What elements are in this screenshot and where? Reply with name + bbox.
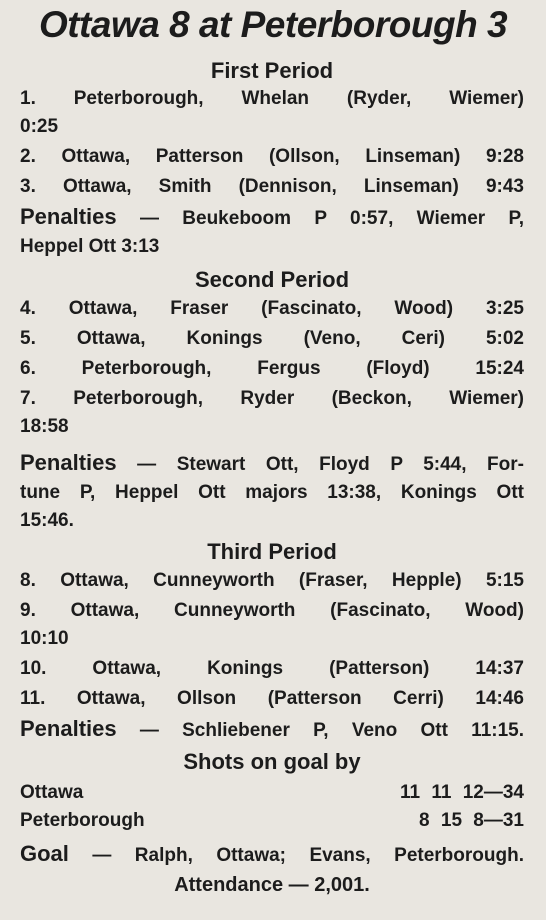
shots-heading: Shots on goal by xyxy=(183,749,361,774)
penalties-line-2-end: 15:46. xyxy=(20,510,74,531)
goal-line-5: 5. Ottawa, Konings (Veno, Ceri) 5:02 xyxy=(20,328,524,349)
shots-row-peterborough xyxy=(20,808,524,834)
penalties-line-2 xyxy=(20,450,524,478)
penalties-text: — Beukeboom P 0:57, Wiemer P, xyxy=(139,208,524,229)
first-period-heading: First Period xyxy=(210,58,334,83)
goal-line-6: 6. Peterborough, Fergus (Floyd) 15:24 xyxy=(20,358,524,379)
penalties-text: — Stewart Ott, Floyd P 5:44, For- xyxy=(137,454,524,475)
shots-row-ottawa xyxy=(20,780,524,806)
shots-values: 11 11 12—34 xyxy=(400,782,524,803)
goal-line-11: 11. Ottawa, Ollson (Patterson Cerri) 14:46 xyxy=(20,688,524,709)
game-title: Ottawa 8 at Peterborough 3 xyxy=(38,4,508,45)
second-period-heading: Second Period xyxy=(194,267,350,292)
third-period-heading: Third Period xyxy=(207,539,337,564)
penalties-line-3 xyxy=(20,716,524,744)
goal-line-7: 7. Peterborough, Ryder (Beckon, Wiemer) xyxy=(20,388,524,409)
goal-label: Goal xyxy=(20,841,69,866)
goal-line-2: 2. Ottawa, Patterson (Ollson, Linseman) 9:28 xyxy=(20,146,524,167)
goal-line-7-time: 18:58 xyxy=(20,416,69,437)
goalies-line xyxy=(20,841,524,869)
attendance-line: Attendance — 2,001. xyxy=(174,874,370,896)
shots-team: Peterborough xyxy=(20,810,145,831)
goal-line-9-time: 10:10 xyxy=(20,628,69,649)
shots-values: 8 15 8—31 xyxy=(419,810,524,831)
penalties-line-1-cont: Heppel Ott 3:13 xyxy=(20,236,160,257)
goal-text: — Ralph, Ottawa; Evans, Peterborough. xyxy=(92,845,524,866)
penalties-text: — Schliebener P, Veno Ott 11:15. xyxy=(139,720,524,741)
penalties-label: Penalties xyxy=(20,204,117,229)
penalties-label: Penalties xyxy=(20,716,117,741)
goal-line-10: 10. Ottawa, Konings (Patterson) 14:37 xyxy=(20,658,524,679)
goal-line-8: 8. Ottawa, Cunneyworth (Fraser, Hepple) 5:15 xyxy=(20,570,524,591)
penalties-line-2-cont: tune P, Heppel Ott majors 13:38, Konings Ott xyxy=(20,482,524,503)
penalties-line-1 xyxy=(20,204,524,232)
penalties-label: Penalties xyxy=(20,450,117,475)
goal-line-1: 1. Peterborough, Whelan (Ryder, Wiemer) xyxy=(20,88,524,109)
goal-line-1-time: 0:25 xyxy=(20,116,59,137)
goal-line-4: 4. Ottawa, Fraser (Fascinato, Wood) 3:25 xyxy=(20,298,524,319)
shots-team: Ottawa xyxy=(20,782,84,803)
goal-line-3: 3. Ottawa, Smith (Dennison, Linseman) 9:43 xyxy=(20,176,524,197)
goal-line-9: 9. Ottawa, Cunneyworth (Fascinato, Wood) xyxy=(20,600,524,621)
